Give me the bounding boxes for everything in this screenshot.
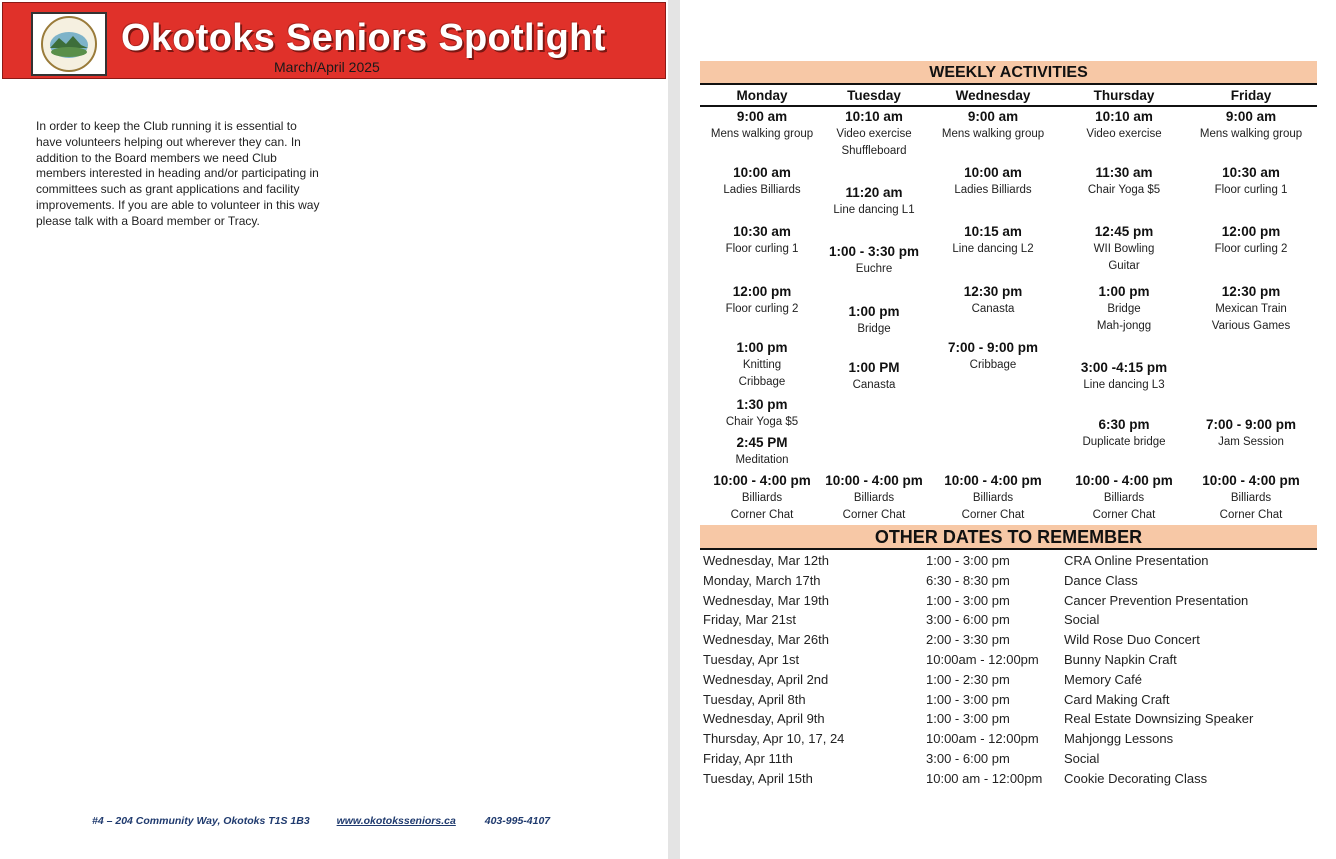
- event-name: Real Estate Downsizing Speaker: [1064, 711, 1254, 727]
- activity-time: 10:00 - 4:00 pm: [1202, 473, 1300, 488]
- event-date: Wednesday, April 9th: [703, 711, 825, 727]
- date-row: [703, 692, 1313, 712]
- activity-time: 1:00 PM: [848, 360, 900, 375]
- activity-cell: [833, 184, 914, 219]
- date-row: [703, 652, 1313, 672]
- activity-name: Canasta: [852, 379, 896, 391]
- activity-time: 10:00 - 4:00 pm: [713, 473, 811, 488]
- activity-name: Floor curling 2: [725, 303, 799, 315]
- activity-cell: [1215, 223, 1288, 258]
- activity-name: Mens walking group: [941, 128, 1045, 140]
- date-row: [703, 731, 1313, 751]
- activity-cell: [726, 396, 798, 431]
- weekday-header-row: [700, 86, 1317, 107]
- event-date: Friday, Apr 11th: [703, 750, 793, 766]
- activity-cell: [848, 303, 899, 338]
- activity-time: 1:00 pm: [1098, 284, 1150, 299]
- footer-phone: 403-995-4107: [484, 815, 551, 827]
- activity-name: Billiards: [1103, 492, 1145, 504]
- event-time: 6:30 - 8:30 pm: [926, 572, 1010, 588]
- activity-name: Floor curling 1: [725, 243, 799, 255]
- activity-time: 1:00 - 3:30 pm: [828, 244, 920, 259]
- activity-time: 10:00 - 4:00 pm: [944, 473, 1042, 488]
- activity-cell: [1200, 108, 1302, 143]
- activity-time: 12:30 pm: [1221, 284, 1281, 299]
- activity-time: 11:30 am: [1095, 165, 1153, 180]
- footer: [92, 815, 550, 827]
- activity-cell: [726, 283, 799, 318]
- date-row: [703, 632, 1313, 652]
- activity-time: 12:30 pm: [963, 284, 1023, 299]
- activity-name: Canasta: [971, 303, 1015, 315]
- event-time: 1:00 - 3:00 pm: [926, 711, 1010, 727]
- activity-name: Billiards: [1230, 492, 1272, 504]
- activity-cell: [942, 108, 1044, 143]
- date-row: [703, 672, 1313, 692]
- activity-name: Corner Chat: [961, 509, 1025, 521]
- activity-cell: [1097, 283, 1151, 335]
- right-page: [680, 0, 1336, 859]
- activity-name: Cribbage: [738, 376, 786, 388]
- activity-name: Mah-jongg: [1096, 320, 1152, 332]
- event-name: Dance Class: [1064, 572, 1138, 588]
- activity-time: 10:00 am: [964, 165, 1022, 180]
- activity-cell: [1082, 416, 1165, 451]
- newsletter-title: Okotoks Seniors Spotlight: [121, 17, 606, 59]
- activity-cell: [954, 164, 1031, 199]
- event-name: Wild Rose Duo Concert: [1064, 632, 1200, 648]
- activity-cell: [1088, 164, 1160, 199]
- activity-time: 1:00 pm: [848, 304, 900, 319]
- activity-cell: [1086, 108, 1161, 143]
- activity-name: Billiards: [741, 492, 783, 504]
- activity-cell: [848, 359, 899, 394]
- event-time: 10:00am - 12:00pm: [926, 731, 1039, 747]
- event-name: CRA Online Presentation: [1064, 553, 1209, 568]
- activity-name: Billiards: [853, 492, 895, 504]
- activity-time: 10:10 am: [1095, 109, 1153, 124]
- activity-time: 9:00 am: [967, 109, 1019, 124]
- date-row: [703, 771, 1313, 791]
- activity-time: 7:00 - 9:00 pm: [1205, 417, 1297, 432]
- activity-cell: [825, 472, 923, 524]
- activity-cell: [711, 108, 813, 143]
- activity-name: Video exercise: [836, 128, 912, 140]
- event-name: Cookie Decorating Class: [1064, 770, 1208, 786]
- activity-cell: [1094, 223, 1155, 275]
- other-dates-list: [703, 553, 1313, 791]
- activity-time: 6:30 pm: [1098, 417, 1150, 432]
- volunteer-notice: In order to keep the Club running it is essential to have volunteers helping out wherever they can. In addition to the Board members we need Club members interested in heading and/or participating in committees such as grant applications and facility improvements. If you are able to volunteer in this way please talk with a Board member or Tracy.: [36, 119, 320, 228]
- activity-name: Corner Chat: [1219, 509, 1283, 521]
- footer-website-link[interactable]: www.okotoksseniors.ca: [336, 815, 456, 827]
- event-time: 1:00 - 2:30 pm: [926, 671, 1010, 687]
- event-name: Mahjongg Lessons: [1064, 731, 1174, 747]
- event-date: Wednesday, Mar 19th: [703, 592, 829, 608]
- activity-name: Ladies Billiards: [954, 184, 1032, 196]
- activity-name: Chair Yoga $5: [725, 416, 799, 428]
- activity-name: Billiards: [972, 492, 1014, 504]
- activity-name: Cribbage: [969, 359, 1017, 371]
- activity-time: 3:00 -4:15 pm: [1080, 360, 1168, 375]
- activity-time: 10:30 am: [733, 224, 791, 239]
- activity-name: Bridge: [857, 323, 891, 335]
- date-row: [703, 751, 1313, 771]
- activity-cell: [735, 434, 788, 469]
- activity-time: 10:30 am: [1222, 165, 1280, 180]
- activity-time: 1:30 pm: [736, 397, 788, 412]
- activity-name: Line dancing L3: [1083, 379, 1165, 391]
- activity-time: 10:00 - 4:00 pm: [1075, 473, 1173, 488]
- event-time: 2:00 - 3:30 pm: [926, 632, 1010, 648]
- event-date: Monday, March 17th: [703, 572, 821, 588]
- activity-name: Line dancing L2: [952, 243, 1034, 255]
- activity-cell: [836, 108, 911, 160]
- event-date: Tuesday, Apr 1st: [703, 651, 800, 667]
- day-header-tuesday: Tuesday: [847, 88, 901, 103]
- event-date: Wednesday, Mar 26th: [703, 632, 829, 648]
- activity-time: 2:45 PM: [736, 435, 788, 450]
- event-time: 1:00 - 3:00 pm: [926, 592, 1010, 608]
- activity-name: Bridge: [1107, 303, 1141, 315]
- activity-time: 1:00 pm: [736, 340, 788, 355]
- day-header-monday: Monday: [736, 88, 788, 103]
- activity-name: Line dancing L1: [833, 204, 915, 216]
- club-logo: [31, 12, 107, 76]
- event-date: Thursday, Apr 10, 17, 24: [703, 731, 845, 747]
- activity-time: 12:00 pm: [1221, 224, 1281, 239]
- activity-cell: [1081, 359, 1167, 394]
- date-row: [703, 553, 1313, 573]
- activity-name: Guitar: [1108, 260, 1140, 272]
- activity-time: 9:00 am: [1225, 109, 1277, 124]
- other-dates-heading: OTHER DATES TO REMEMBER: [700, 525, 1317, 550]
- activity-cell: [944, 472, 1042, 524]
- activity-cell: [829, 243, 919, 278]
- activity-time: 10:15 am: [964, 224, 1022, 239]
- activity-time: 12:00 pm: [732, 284, 792, 299]
- header-banner: [2, 2, 666, 79]
- event-date: Friday, Mar 21st: [703, 612, 796, 628]
- footer-address: #4 – 204 Community Way, Okotoks T1S 1B3: [92, 815, 310, 827]
- activity-cell: [1206, 416, 1296, 451]
- activity-time: 12:45 pm: [1094, 224, 1154, 239]
- activity-time: 7:00 - 9:00 pm: [947, 340, 1039, 355]
- day-header-wednesday: Wednesday: [955, 88, 1031, 103]
- activity-name: Meditation: [735, 454, 789, 466]
- event-date: Wednesday, April 2nd: [703, 671, 829, 687]
- activity-name: Video exercise: [1086, 128, 1162, 140]
- event-time: 3:00 - 6:00 pm: [926, 612, 1010, 628]
- activity-name: Duplicate bridge: [1082, 436, 1166, 448]
- date-row: [703, 593, 1313, 613]
- activity-cell: [1215, 164, 1288, 199]
- date-row: [703, 573, 1313, 593]
- activity-name: Mexican Train: [1215, 303, 1287, 315]
- activity-cell: [1212, 283, 1290, 335]
- activity-cell: [1075, 472, 1173, 524]
- activity-cell: [736, 339, 787, 391]
- page-gutter: [668, 0, 680, 859]
- activity-time: 11:20 am: [845, 185, 903, 200]
- activity-cell: [713, 472, 811, 524]
- activity-cell: [726, 223, 799, 258]
- event-date: Tuesday, April 8th: [703, 691, 806, 707]
- event-name: Memory Café: [1064, 671, 1143, 687]
- activity-name: Various Games: [1211, 320, 1291, 332]
- activity-name: Knitting: [742, 359, 782, 371]
- event-time: 1:00 - 3:00 pm: [926, 691, 1010, 707]
- date-row: [703, 711, 1313, 731]
- activity-name: Corner Chat: [730, 509, 794, 521]
- activity-cell: [723, 164, 800, 199]
- activity-cell: [1202, 472, 1300, 524]
- activity-name: WII Bowling: [1093, 243, 1155, 255]
- event-name: Cancer Prevention Presentation: [1064, 592, 1249, 608]
- activity-cell: [964, 283, 1023, 318]
- activity-time: 9:00 am: [736, 109, 788, 124]
- day-header-thursday: Thursday: [1093, 88, 1155, 103]
- activity-name: Corner Chat: [842, 509, 906, 521]
- event-name: Social: [1064, 612, 1100, 628]
- weekly-activities-heading: WEEKLY ACTIVITIES: [700, 61, 1317, 85]
- activity-cell: [948, 339, 1038, 374]
- activity-cell: [952, 223, 1033, 258]
- activity-name: Shuffleboard: [841, 145, 907, 157]
- day-header-friday: Friday: [1230, 88, 1272, 103]
- event-time: 10:00 am - 12:00pm: [926, 770, 1043, 786]
- event-name: Card Making Craft: [1064, 691, 1170, 707]
- event-time: 3:00 - 6:00 pm: [926, 750, 1010, 766]
- event-date: Tuesday, April 15th: [703, 770, 813, 786]
- activity-name: Corner Chat: [1092, 509, 1156, 521]
- event-name: Bunny Napkin Craft: [1064, 651, 1177, 667]
- activity-time: 10:10 am: [845, 109, 903, 124]
- activity-name: Euchre: [855, 263, 893, 275]
- event-name: Social: [1064, 750, 1100, 766]
- activity-name: Chair Yoga $5: [1087, 184, 1161, 196]
- activity-name: Mens walking group: [1199, 128, 1303, 140]
- issue-date: March/April 2025: [274, 59, 380, 75]
- activity-name: Mens walking group: [710, 128, 814, 140]
- event-time: 10:00am - 12:00pm: [926, 651, 1039, 667]
- event-date: Wednesday, Mar 12th: [703, 553, 829, 568]
- date-row: [703, 612, 1313, 632]
- activity-name: Jam Session: [1218, 436, 1284, 448]
- activity-time: 10:00 - 4:00 pm: [825, 473, 923, 488]
- activity-time: 10:00 am: [733, 165, 791, 180]
- activity-name: Floor curling 2: [1214, 243, 1288, 255]
- activity-name: Ladies Billiards: [723, 184, 801, 196]
- event-time: 1:00 - 3:00 pm: [926, 553, 1010, 568]
- activity-name: Floor curling 1: [1214, 184, 1288, 196]
